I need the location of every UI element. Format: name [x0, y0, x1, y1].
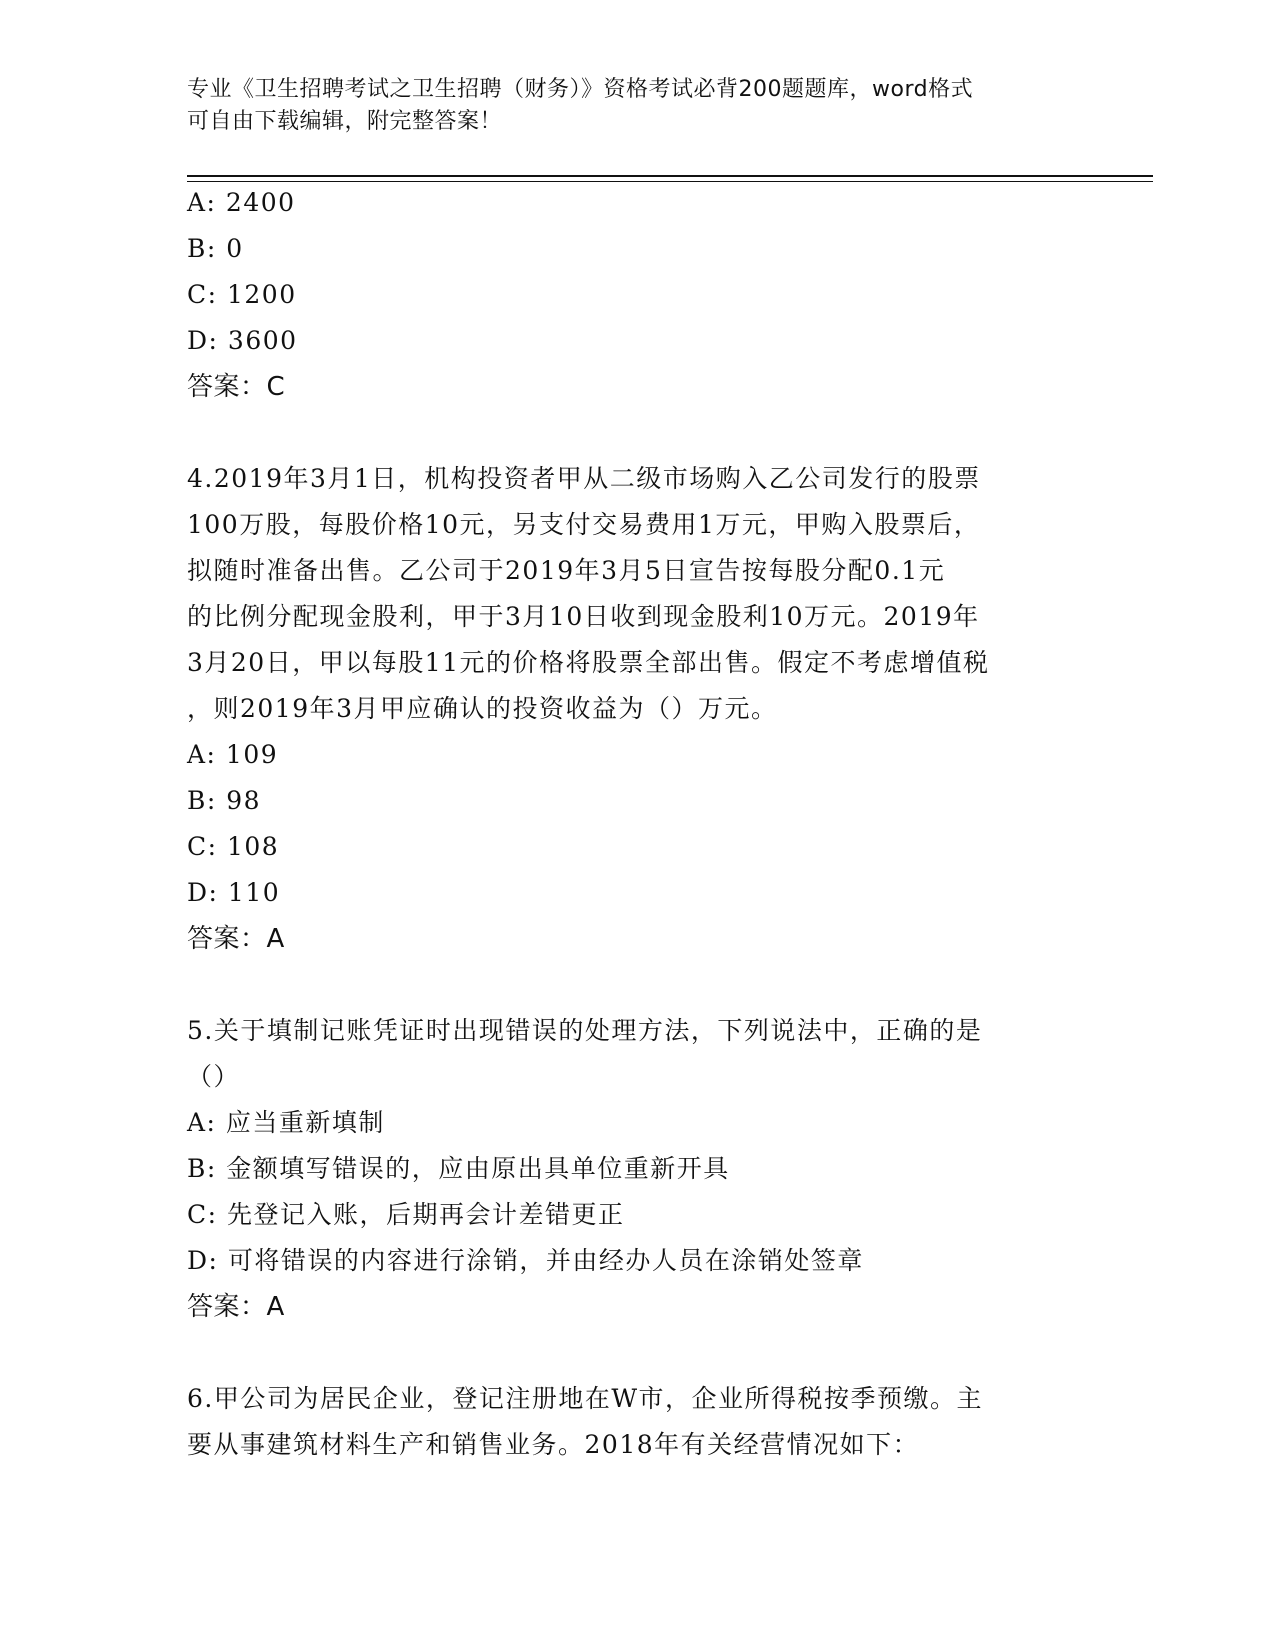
question-3 — [187, 180, 1087, 410]
q4-stem-line-3: 拟随时准备出售。乙公司于2019年3月5日宣告按每股分配0.1元 — [187, 556, 946, 585]
document-body — [187, 180, 1087, 1468]
question-5 — [187, 1008, 1087, 1330]
q4-answer: 答案：A — [187, 924, 285, 954]
question-4 — [187, 456, 1087, 962]
header-rule-thick — [187, 175, 1153, 177]
spacer — [187, 1330, 1087, 1376]
q3-option-b: B: 0 — [187, 234, 244, 263]
q4-option-c: C: 108 — [187, 832, 280, 861]
spacer — [187, 410, 1087, 456]
q4-option-d: D: 110 — [187, 878, 281, 907]
q4-stem-line-5: 3月20日，甲以每股11元的价格将股票全部出售。假定不考虑增值税 — [187, 648, 990, 677]
q5-option-c: C: 先登记入账，后期再会计差错更正 — [187, 1200, 625, 1229]
q5-stem-line-2: （） — [187, 1062, 241, 1091]
spacer — [187, 962, 1087, 1008]
q5-option-b: B: 金额填写错误的，应由原出具单位重新开具 — [187, 1154, 730, 1183]
q6-stem-line-1: 6.甲公司为居民企业，登记注册地在W市，企业所得税按季预缴。主 — [187, 1384, 984, 1413]
question-6 — [187, 1376, 1087, 1468]
q5-option-d: D: 可将错误的内容进行涂销，并由经办人员在涂销处签章 — [187, 1246, 864, 1275]
q4-stem-line-1: 4.2019年3月1日，机构投资者甲从二级市场购入乙公司发行的股票 — [187, 464, 981, 493]
document-header — [187, 74, 1087, 138]
q4-stem-line-4: 的比例分配现金股利，甲于3月10日收到现金股利10万元。2019年 — [187, 602, 980, 631]
q3-option-d: D: 3600 — [187, 326, 298, 355]
q6-stem-line-2: 要从事建筑材料生产和销售业务。2018年有关经营情况如下： — [187, 1430, 920, 1459]
header-line-1: 专业《卫生招聘考试之卫生招聘（财务）》资格考试必背200题题库，word格式 — [187, 77, 974, 102]
q3-option-a: A: 2400 — [187, 188, 296, 217]
q4-option-a: A: 109 — [187, 740, 279, 769]
q4-stem-line-6: ，则2019年3月甲应确认的投资收益为（）万元。 — [187, 694, 778, 723]
q5-stem-line-1: 5.关于填制记账凭证时出现错误的处理方法，下列说法中，正确的是 — [187, 1016, 983, 1045]
q5-answer: 答案：A — [187, 1292, 285, 1322]
q4-option-b: B: 98 — [187, 786, 262, 815]
q3-option-c: C: 1200 — [187, 280, 297, 309]
q5-option-a: A: 应当重新填制 — [187, 1108, 385, 1137]
q3-answer: 答案：C — [187, 372, 286, 402]
header-line-2: 可自由下载编辑，附完整答案！ — [187, 109, 503, 134]
q4-stem-line-2: 100万股，每股价格10元，另支付交易费用1万元，甲购入股票后， — [187, 510, 981, 539]
